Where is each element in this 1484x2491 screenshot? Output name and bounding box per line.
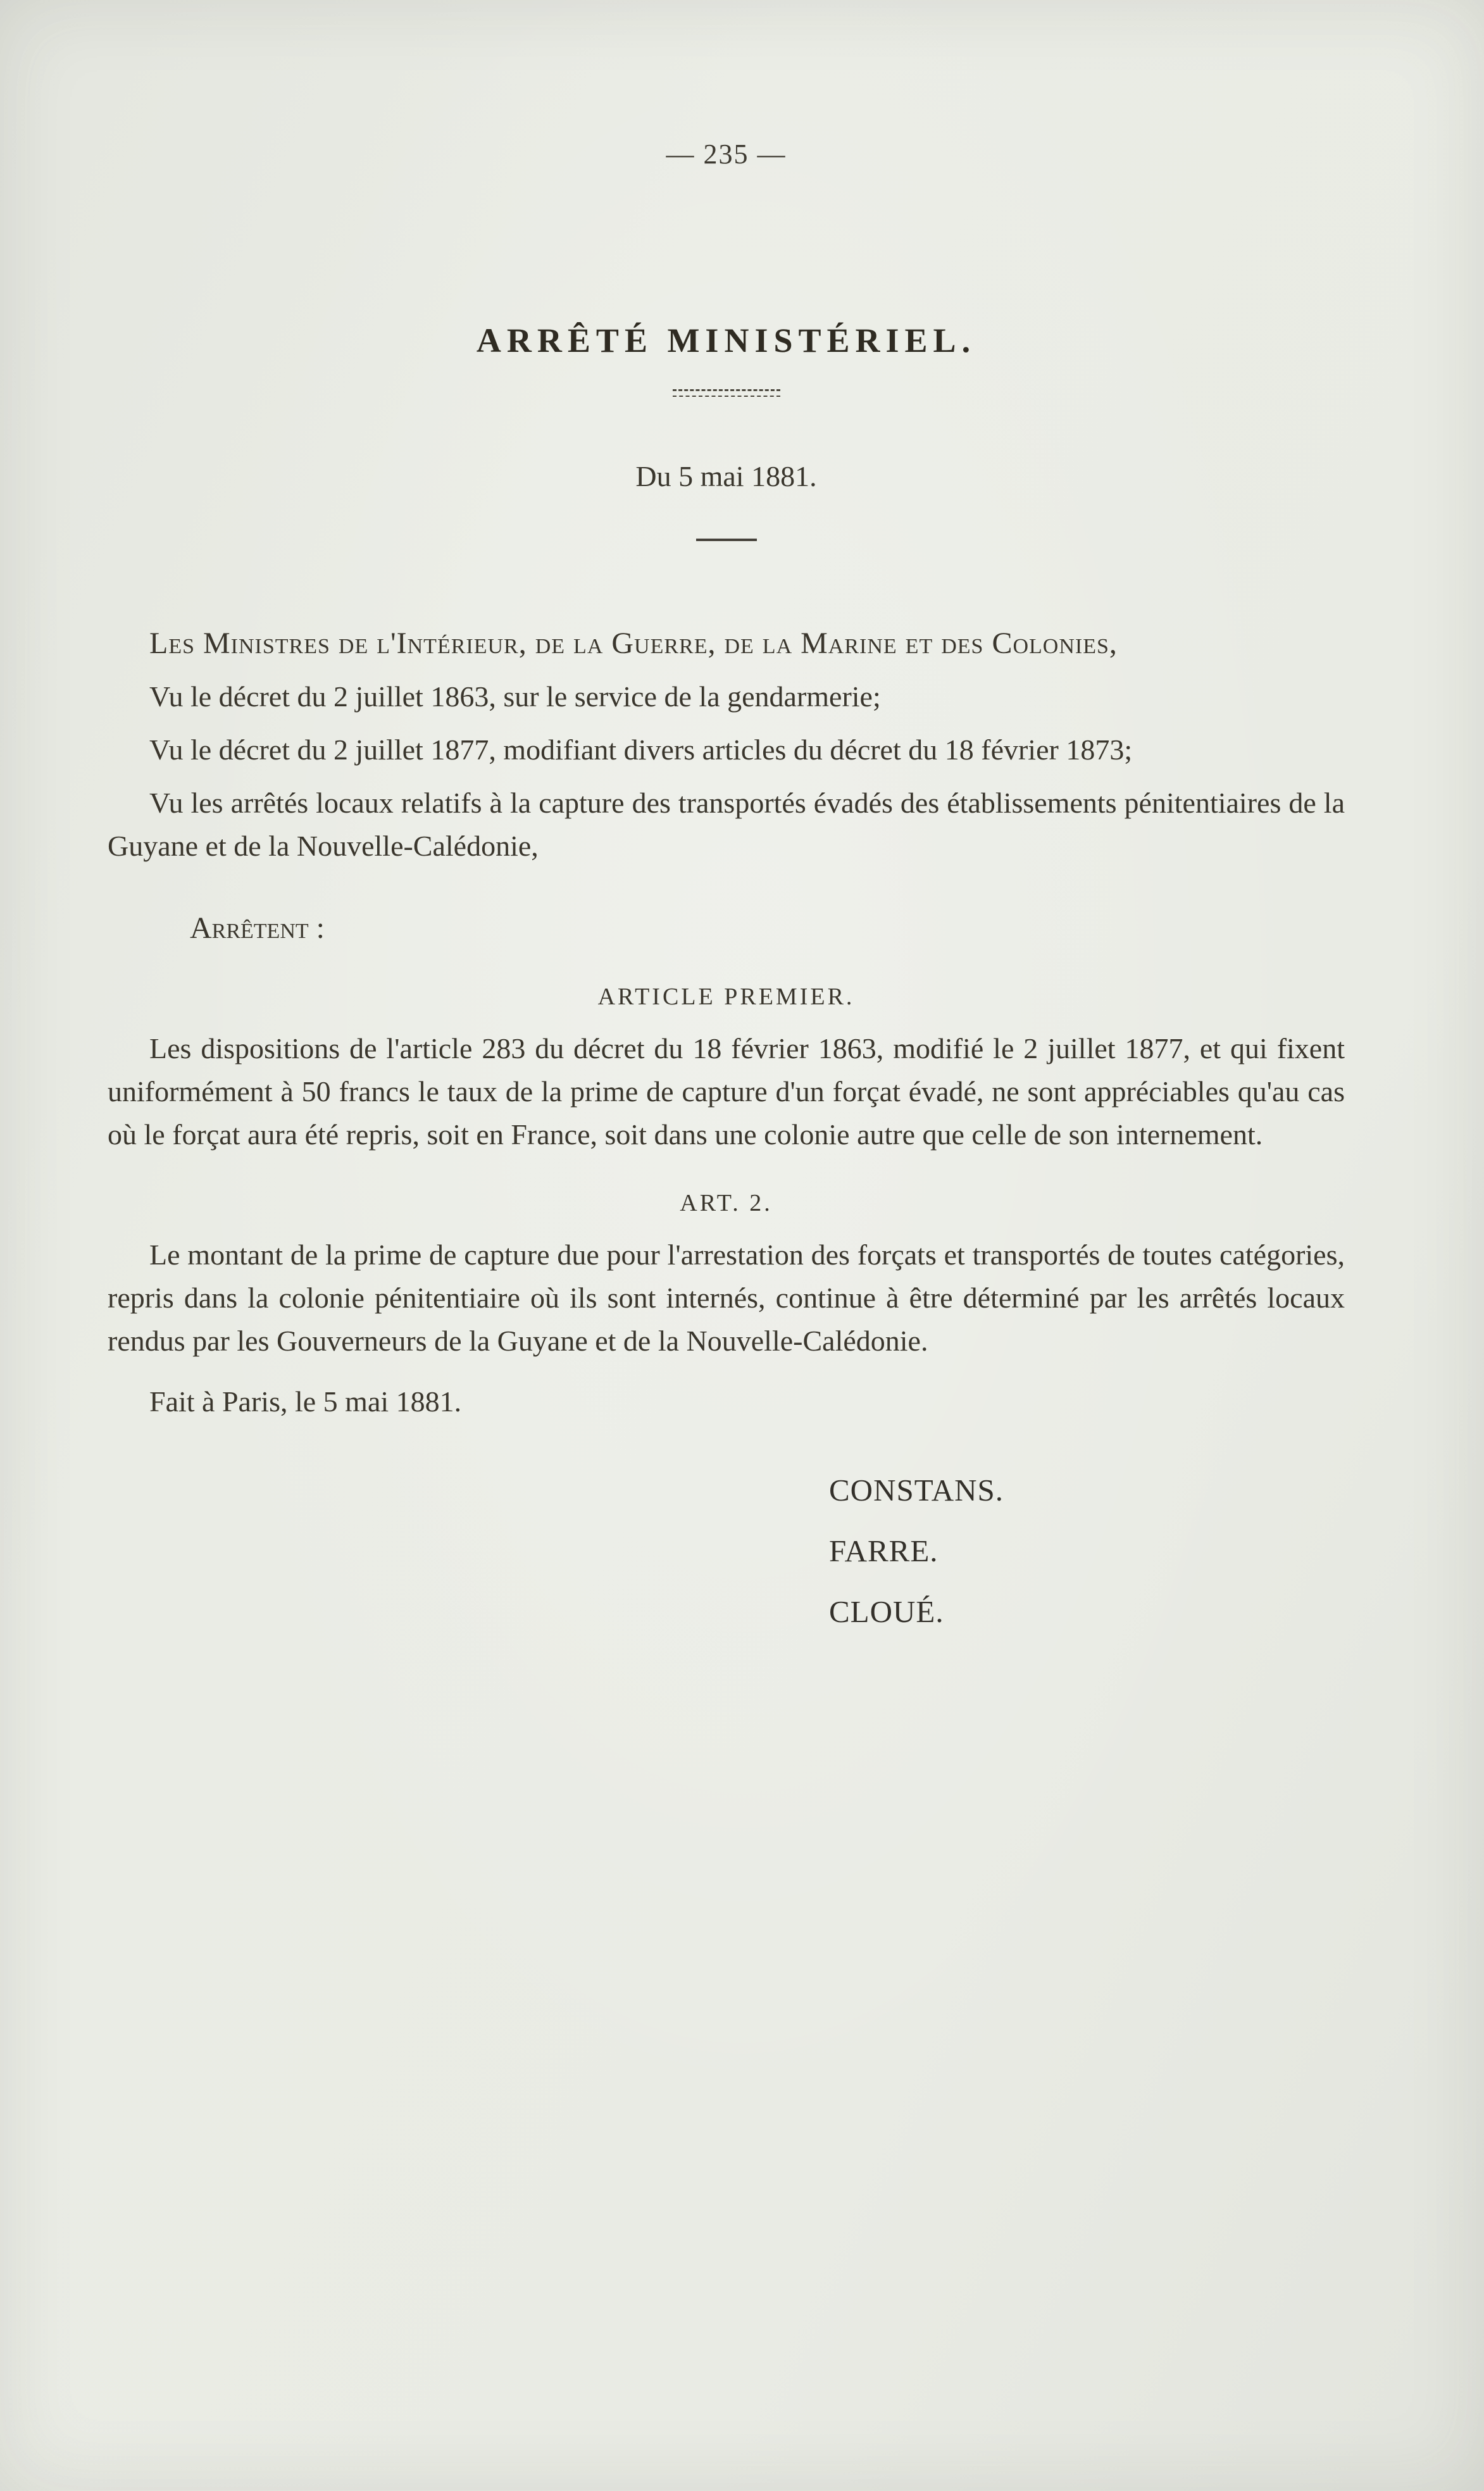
article-2-heading: ART. 2.	[680, 1190, 773, 1216]
page-number: — 235 —	[666, 139, 787, 170]
signature-block	[829, 1460, 1345, 1642]
article-1-body: Les dispositions de l'article 283 du décret du 18 février 1863, modifié le 2 juillet 1877, et qui fixent uniformément à 50 francs le taux de la prime de capture d'un forçat évadé, ne sont appréciables qu'au cas où le forçat aura été repris, soit en France, soit dans une colonie autre que celle de son internement.	[108, 1032, 1345, 1151]
article-1-heading: ARTICLE PREMIER.	[597, 983, 855, 1010]
title-rule	[673, 389, 780, 397]
article-2-body: Le montant de la prime de capture due pour l'arrestation des forçats et transportés de toutes catégories, repris dans la colonie pénitentiaire où ils sont internés, continue à être déterminé par les arrêtés locaux rendus par les Gouverneurs de la Guyane et de la Nouvelle-Calédonie.	[108, 1239, 1345, 1357]
preamble-ministers: Les Ministres de l'Intérieur, de la Guerre, de la Marine et des Colonies,	[149, 627, 1118, 660]
signature-constans: CONSTANS.	[829, 1473, 1004, 1508]
date-rule	[696, 539, 757, 541]
vu-clause-2: Vu le décret du 2 juillet 1877, modifiant divers articles du décret du 18 février 1873;	[149, 734, 1133, 766]
document-title: ARRÊTÉ MINISTÉRIEL.	[476, 322, 976, 359]
vu-clause-1: Vu le décret du 2 juillet 1863, sur le service de la gendarmerie;	[149, 680, 881, 713]
date-line: Du 5 mai 1881.	[635, 460, 817, 492]
arretent-line: Arrêtent :	[190, 911, 325, 945]
signature-farre: FARRE.	[829, 1533, 938, 1568]
vu-clause-3: Vu les arrêtés locaux relatifs à la capture des transportés évadés des établissements pénitentiaires de la Guyane et de la Nouvelle-Calédonie,	[108, 787, 1345, 862]
closing-line: Fait à Paris, le 5 mai 1881.	[149, 1385, 462, 1418]
signature-cloue: CLOUÉ.	[829, 1594, 944, 1629]
